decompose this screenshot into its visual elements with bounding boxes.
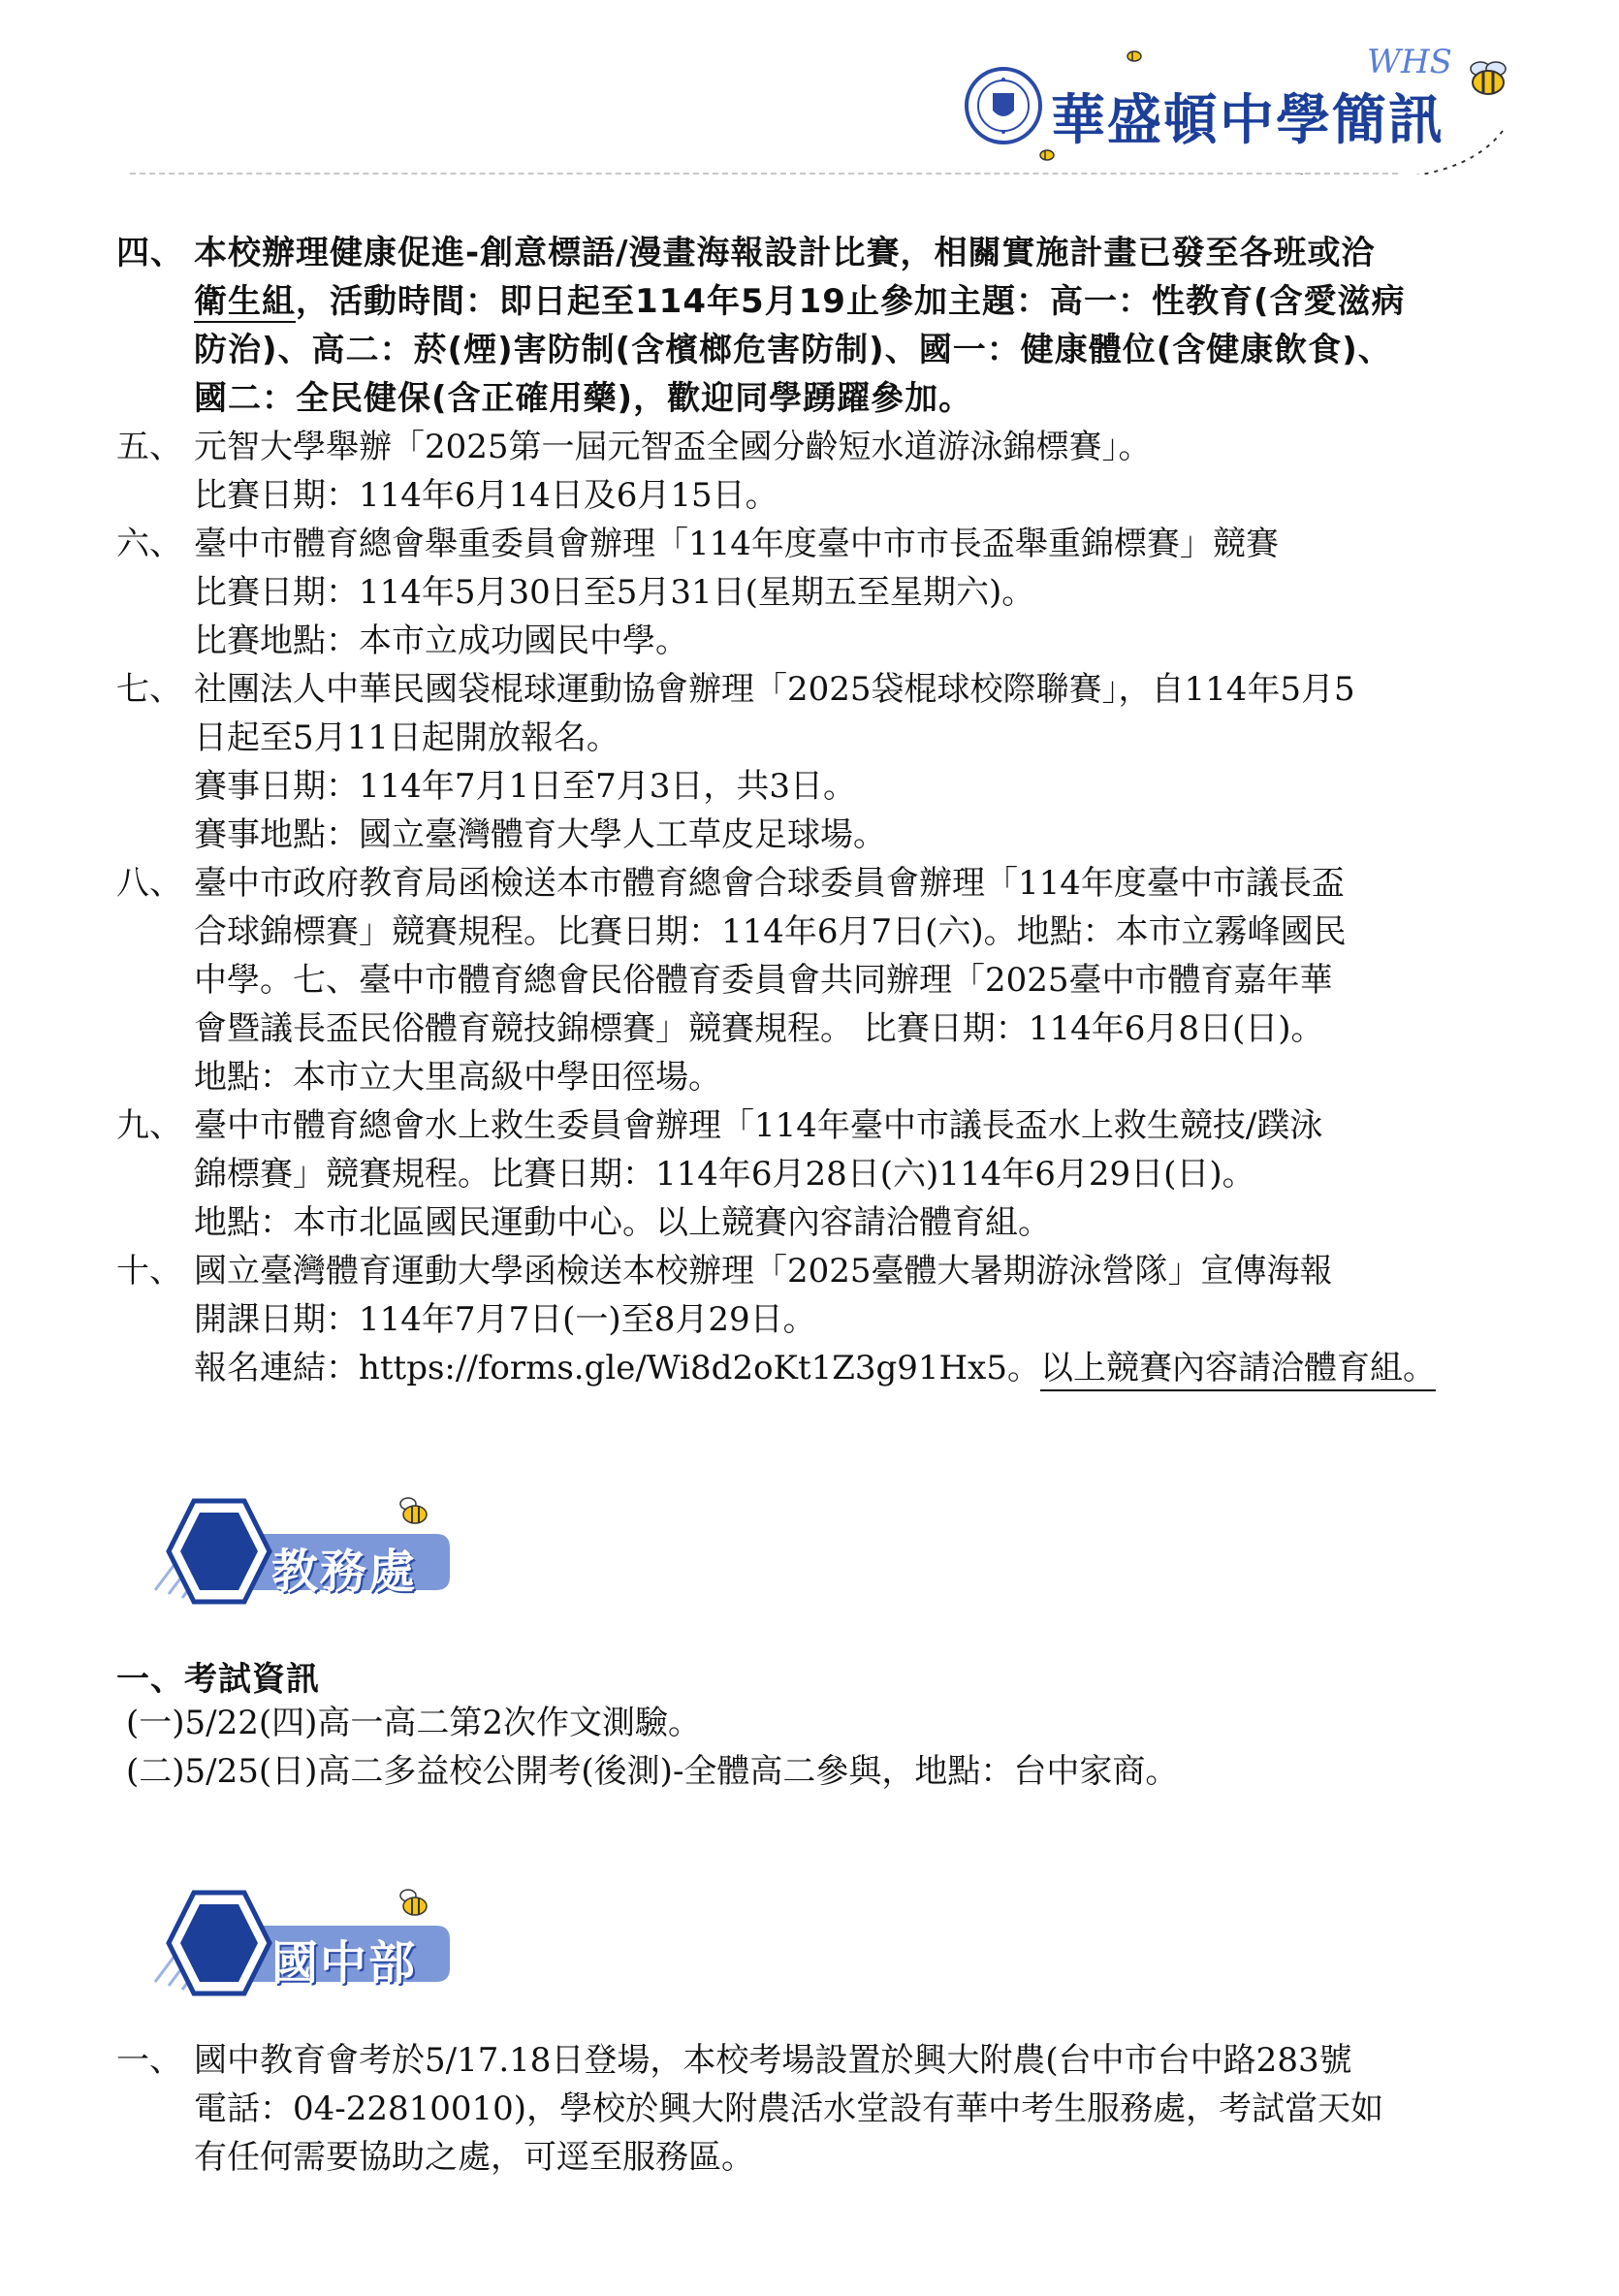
item-number: 十、: [116, 1252, 182, 1291]
item-line: 錦標賽」競賽規程。比賽日期：114年6月28日(六)114年6月29日(日)。: [194, 1155, 1255, 1194]
junior-high-badge: [126, 1885, 475, 2011]
signup-link[interactable]: 報名連結：https://forms.gle/Wi8d2oKt1Z3g91Hx5。: [194, 1349, 1040, 1387]
item-line: 比賽日期：114年6月14日及6月15日。: [194, 476, 778, 515]
exam-info-heading: 一、考試資訊: [116, 1660, 320, 1699]
announcement-list: [116, 229, 1522, 1392]
item-line: 賽事日期：114年7月1日至7月3日，共3日。: [194, 767, 857, 806]
academic-badge-label: 教務處: [271, 1545, 418, 1599]
item-line: [194, 1344, 1522, 1392]
list-item: [116, 1101, 1522, 1247]
list-item: [116, 665, 1522, 859]
item-line: 電話：04-22810010)，學校於興大附農活水堂設有華中考生服務處，考試當天如: [194, 2089, 1384, 2128]
academic-affairs-badge: [126, 1493, 475, 1619]
item-line: 元智大學舉辦「2025第一屆元智盃全國分齡短水道游泳錦標賽」。: [194, 428, 1152, 466]
item-line: 賽事地點：國立臺灣體育大學人工草皮足球場。: [194, 815, 886, 854]
item-line: 比賽日期：114年5月30日至5月31日(星期五至星期六)。: [194, 573, 1035, 612]
list-item: [116, 423, 1522, 520]
exam-info-line: (二)5/25(日)高二多益校公開考(後測)-全體高二參與，地點：台中家商。: [126, 1752, 1179, 1791]
item-line: 合球錦標賽」競賽規程。比賽日期：114年6月7日(六)。地點：本市立霧峰國民: [194, 912, 1347, 951]
item-line-rest: ，活動時間：即日起至114年5月19止參加主題：高一：性教育(含愛滋病: [296, 282, 1406, 321]
item-line: [194, 277, 1522, 326]
whs-logo-text: WHS: [1367, 43, 1452, 81]
junior-badge-label: 國中部: [271, 1936, 418, 1991]
list-item: [116, 859, 1522, 1101]
item-line: 臺中市體育總會舉重委員會辦理「114年度臺中市市長盃舉重錦標賽」競賽: [194, 525, 1279, 563]
item-line: 中學。七、臺中市體育總會民俗體育委員會共同辦理「2025臺中市體育嘉年華: [194, 961, 1333, 1000]
junior-announcement: [116, 2036, 1522, 2182]
item-line: 防治)、高二：菸(煙)害防制(含檳榔危害防制)、國一：健康體位(含健康飲食)、: [194, 331, 1392, 369]
item-line: 本校辦理健康促進-創意標語/漫畫海報設計比賽，相關實施計畫已發至各班或洽: [194, 234, 1376, 272]
item-number: 四、: [116, 234, 184, 272]
list-item: [116, 1247, 1522, 1392]
underlined-text: 衛生組: [194, 282, 296, 321]
item-number: 五、: [116, 428, 182, 466]
item-number: 一、: [116, 2041, 182, 2080]
item-number: 六、: [116, 525, 182, 563]
item-line: 比賽地點：本市立成功國民中學。: [194, 622, 688, 660]
item-line: 開課日期：114年7月7日(一)至8月29日。: [194, 1300, 816, 1339]
item-line: 國二：全民健保(含正確用藥)，歡迎同學踴躍參加。: [194, 379, 973, 418]
list-item: [116, 520, 1522, 665]
item-line: 國立臺灣體育運動大學函檢送本校辦理「2025臺體大暑期游泳營隊」宣傳海報: [194, 1252, 1333, 1291]
item-line: 臺中市政府教育局函檢送本市體育總會合球委員會辦理「114年度臺中市議長盃: [194, 864, 1345, 903]
item-line: 地點：本市北區國民運動中心。以上競賽內容請洽體育組。: [194, 1203, 1051, 1242]
item-line: 臺中市體育總會水上救生委員會辦理「114年臺中市議長盃水上救生競技/蹼泳: [194, 1106, 1323, 1145]
list-item: [116, 2036, 1522, 2182]
item-number: 八、: [116, 864, 182, 903]
item-line: 國中教育會考於5/17.18日登場，本校考場設置於興大附農(台中市台中路283號: [194, 2041, 1352, 2080]
newsletter-title: 華盛頓中學簡訊: [1051, 89, 1444, 152]
signup-note: 以上競賽內容請洽體育組。: [1040, 1349, 1436, 1391]
exam-info-line: (一)5/22(四)高一高二第2次作文測驗。: [126, 1704, 702, 1742]
item-line: 社團法人中華民國袋棍球運動協會辦理「2025袋棍球校際聯賽」，自114年5月5: [194, 670, 1355, 709]
item-number: 七、: [116, 670, 182, 709]
item-line: 地點：本市立大里高級中學田徑場。: [194, 1058, 721, 1097]
item-line: 會暨議長盃民俗體育競技錦標賽」競賽規程。 比賽日期：114年6月8日(日)。: [194, 1009, 1324, 1048]
header-divider: [130, 173, 1398, 175]
item-line: 日起至5月11日起開放報名。: [194, 718, 619, 757]
header: [931, 39, 1551, 175]
item-number: 九、: [116, 1106, 182, 1145]
item-line: 有任何需要協助之處，可逕至服務區。: [194, 2138, 754, 2177]
school-seal-icon: [964, 66, 1043, 145]
list-item: [116, 229, 1522, 423]
